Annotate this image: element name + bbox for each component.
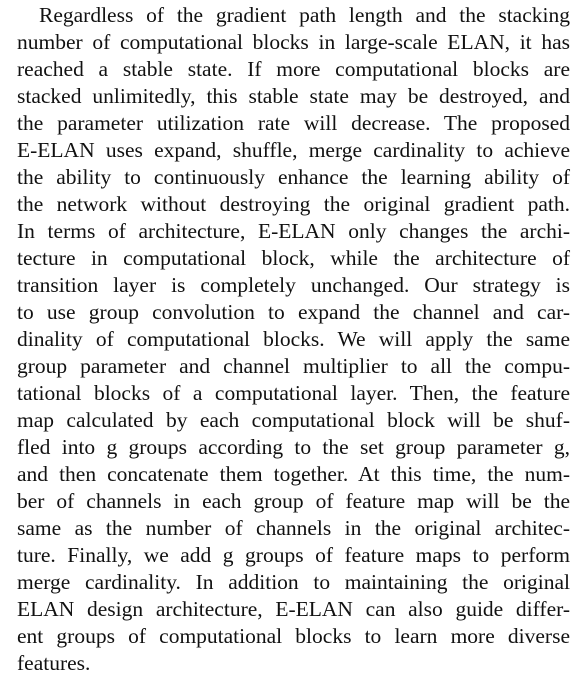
text-line: tecture in computational block, while the architecture of xyxy=(17,246,570,270)
text-line: to use group convolution to expand the channel and car- xyxy=(17,300,570,324)
text-line: merge cardinality. In addition to maintaining the original xyxy=(17,570,570,594)
text-line: tational blocks of a computational layer. Then, the feature xyxy=(17,381,570,405)
text-line: stacked unlimitedly, this stable state may be destroyed, and xyxy=(17,84,570,108)
text-line: map calculated by each computational block will be shuf- xyxy=(17,408,570,432)
text-line: the network without destroying the original gradient path. xyxy=(17,192,570,216)
text-line: number of computational blocks in large-scale ELAN, it has xyxy=(17,30,570,54)
text-line: transition layer is completely unchanged. Our strategy is xyxy=(17,273,570,297)
text-line: the parameter utilization rate will decrease. The proposed xyxy=(17,111,570,135)
text-line: In terms of architecture, E-ELAN only changes the archi- xyxy=(17,219,570,243)
text-line: fled into g groups according to the set group parameter g, xyxy=(17,435,570,459)
text-line: Regardless of the gradient path length and the stacking xyxy=(39,3,570,27)
text-line: reached a stable state. If more computational blocks are xyxy=(17,57,570,81)
text-line: same as the number of channels in the original architec- xyxy=(17,516,570,540)
text-line: features. xyxy=(17,651,91,675)
text-line: dinality of computational blocks. We will apply the same xyxy=(17,327,570,351)
text-line: the ability to continuously enhance the learning ability of xyxy=(17,165,570,189)
text-line: ture. Finally, we add g groups of feature maps to perform xyxy=(17,543,570,567)
text-line: ber of channels in each group of feature map will be the xyxy=(17,489,570,513)
text-line: and then concatenate them together. At this time, the num- xyxy=(17,462,570,486)
text-line: E-ELAN uses expand, shuffle, merge cardinality to achieve xyxy=(17,138,570,162)
text-line: ELAN design architecture, E-ELAN can also guide differ- xyxy=(17,597,570,621)
text-line: ent groups of computational blocks to learn more diverse xyxy=(17,624,570,648)
text-line: group parameter and channel multiplier to all the compu- xyxy=(17,354,570,378)
